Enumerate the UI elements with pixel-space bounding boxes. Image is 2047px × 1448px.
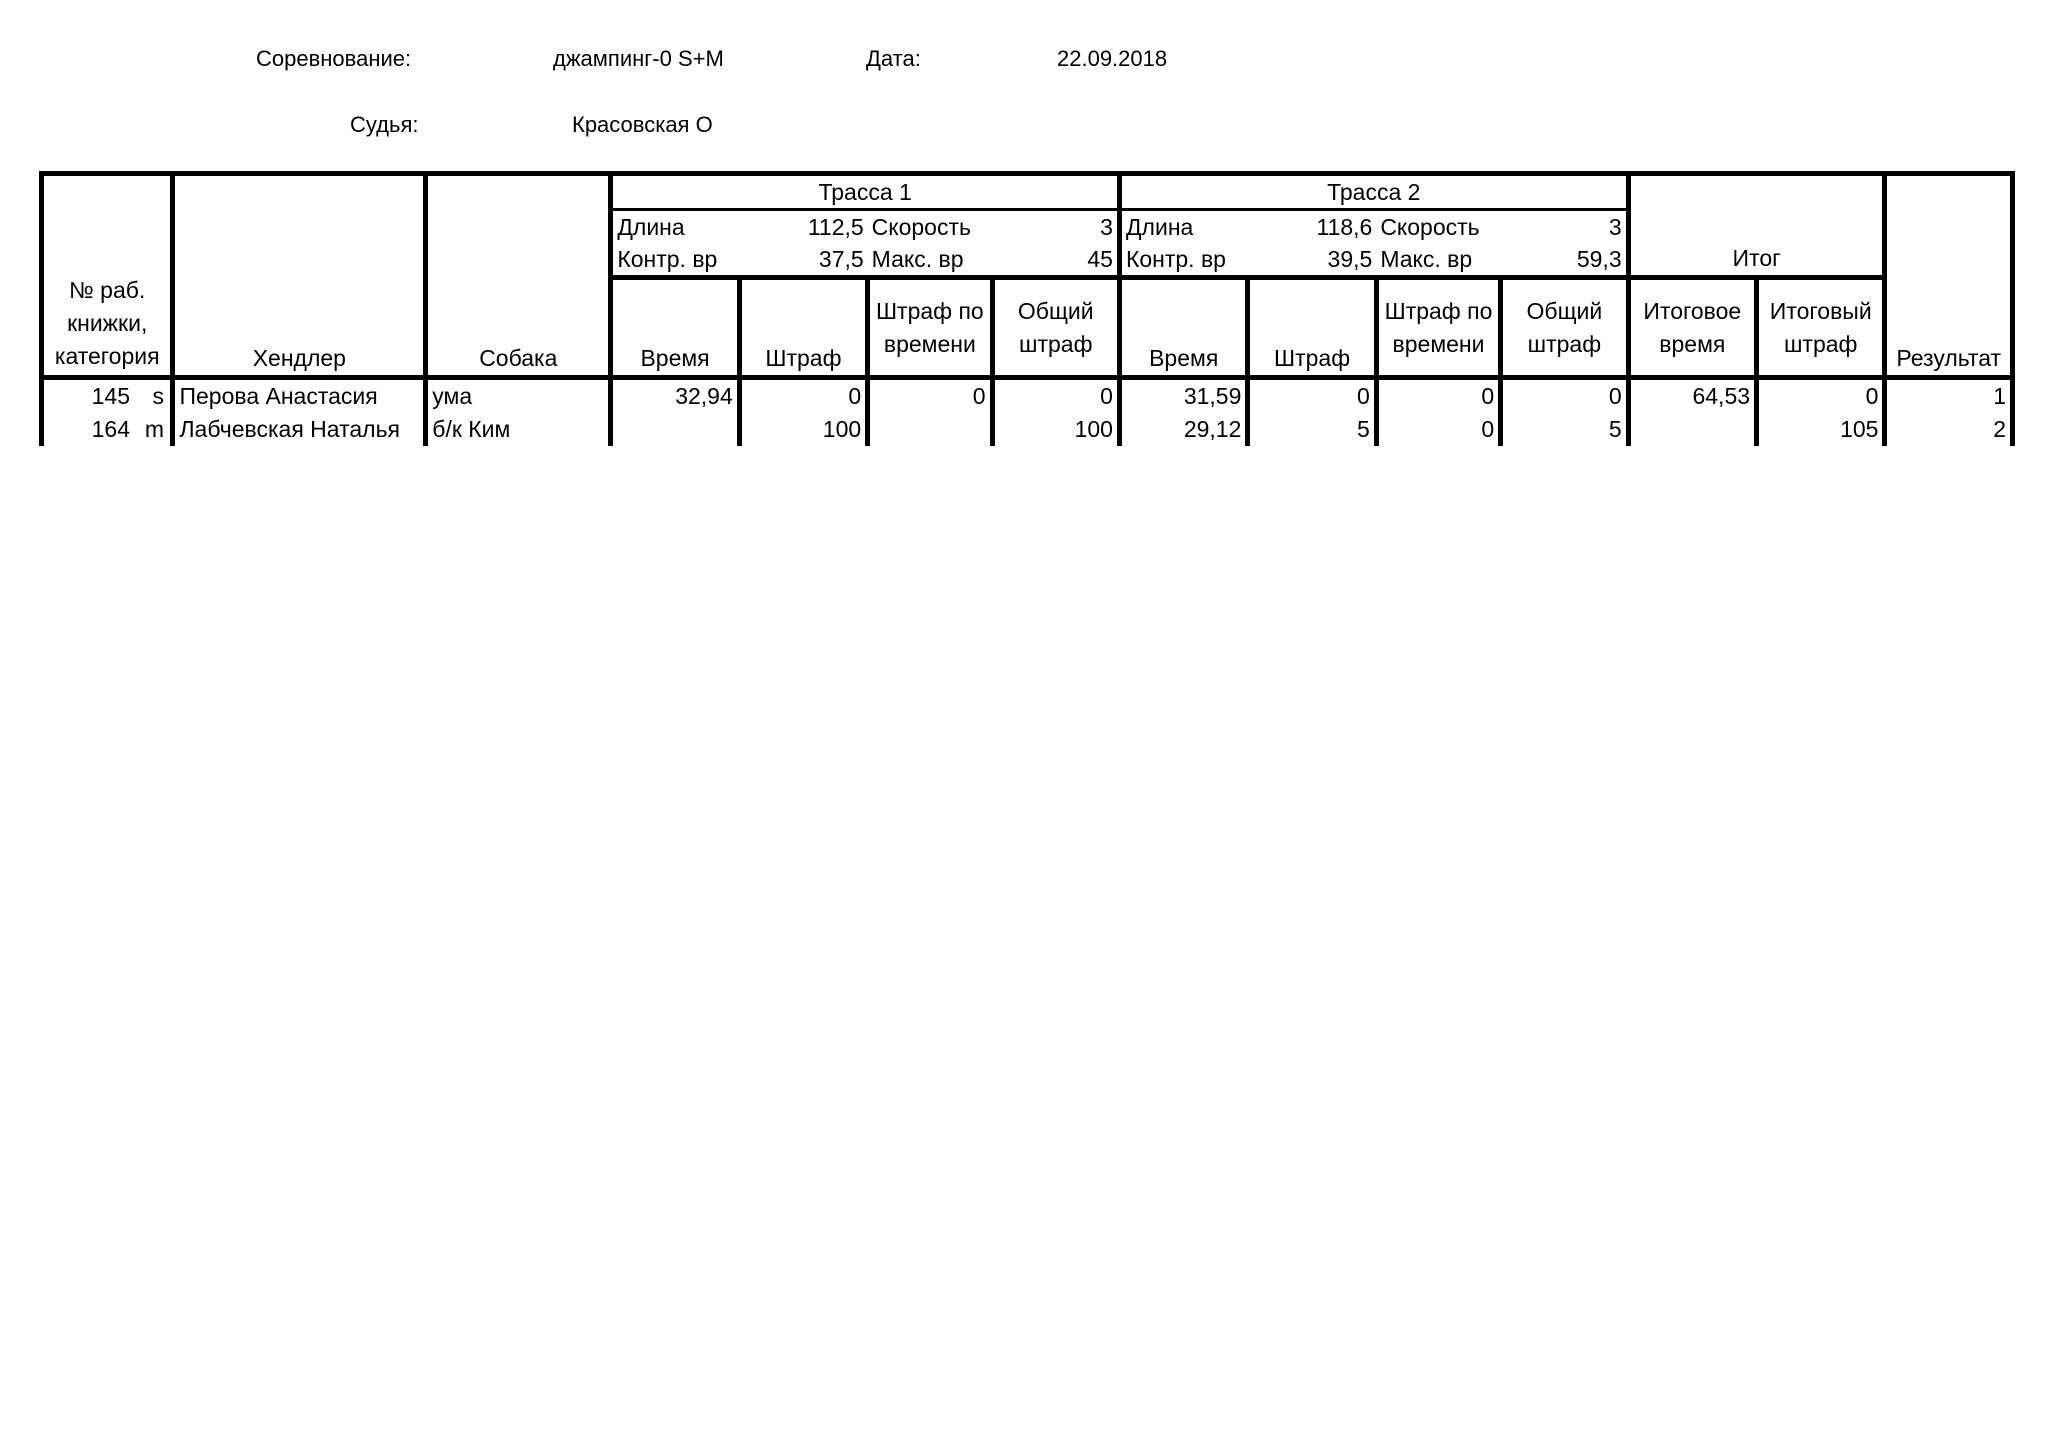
col-book-header: № раб. книжки, категория: [42, 174, 173, 378]
total-title: Итог: [1628, 174, 1885, 278]
course1-speed-value: 3: [992, 210, 1119, 244]
final-time-cell: [1628, 413, 1756, 446]
course1-total-penalty-cell: 100: [992, 413, 1119, 446]
course2-penalty-header: Штраф: [1248, 278, 1376, 378]
course1-ctrl-label: Контр. вр: [611, 243, 739, 278]
course2-time-cell: 29,12: [1119, 413, 1247, 446]
col-dog-header: Собака: [426, 174, 611, 378]
course2-max-value: 59,3: [1501, 243, 1628, 278]
course2-total-penalty-cell: 0: [1501, 378, 1628, 414]
course2-ctrl-value: 39,5: [1248, 243, 1376, 278]
final-penalty-cell: 105: [1757, 413, 1885, 446]
result-cell: 2: [1885, 413, 2013, 446]
course1-time-penalty-cell: 0: [868, 378, 992, 414]
course1-speed-label: Скорость: [871, 214, 971, 240]
judge-label: Судья:: [350, 112, 419, 137]
dog-cell: б/к Ким: [426, 413, 611, 446]
final-penalty-cell: 0: [1757, 378, 1885, 414]
course1-total-penalty-header: Общий штраф: [992, 278, 1119, 378]
course1-penalty-cell: 0: [739, 378, 867, 414]
course1-title: Трасса 1: [611, 174, 1120, 210]
course2-penalty-cell: 5: [1248, 413, 1376, 446]
table-row: [42, 378, 2013, 414]
course2-max-label: Макс. вр: [1376, 243, 1500, 278]
course2-ctrl-label: Контр. вр: [1119, 243, 1247, 278]
competition-label: Соревнование:: [256, 46, 412, 71]
date-value: 22.09.2018: [1057, 46, 1168, 71]
final-time-cell: 64,53: [1628, 378, 1756, 414]
course2-speed-label: Скорость: [1380, 214, 1480, 240]
book-cell: [42, 413, 173, 446]
course2-time-penalty-header: Штраф по времени: [1376, 278, 1500, 378]
handler-cell: Перова Анастасия: [173, 378, 426, 414]
course2-total-penalty-cell: 5: [1501, 413, 1628, 446]
course2-time-cell: 31,59: [1119, 378, 1247, 414]
course2-speed-value: 3: [1501, 210, 1628, 244]
course1-time-penalty-header: Штраф по времени: [868, 278, 992, 378]
course1-max-label: Макс. вр: [868, 243, 992, 278]
course1-length-label: Длина: [617, 214, 685, 240]
book-category: s: [152, 383, 164, 409]
result-cell: 1: [1885, 378, 2013, 414]
course2-time-header: Время: [1119, 278, 1247, 378]
final-time-header: Итоговое время: [1628, 278, 1756, 378]
book-cell: [42, 378, 173, 414]
results-table: [39, 171, 2015, 446]
table-row: [42, 413, 2013, 446]
book-number: 145: [91, 383, 130, 409]
course1-time-penalty-cell: [868, 413, 992, 446]
dog-cell: ума: [426, 378, 611, 414]
course1-time-header: Время: [611, 278, 739, 378]
course2-length-label: Длина: [1125, 214, 1194, 240]
course1-max-value: 45: [992, 243, 1119, 278]
course1-penalty-header: Штраф: [739, 278, 867, 378]
course1-ctrl-value: 37,5: [739, 243, 867, 278]
course1-total-penalty-cell: 0: [992, 378, 1119, 414]
course2-total-penalty-header: Общий штраф: [1501, 278, 1628, 378]
judge-value: Красовская О: [572, 112, 713, 137]
col-result-header: Результат: [1885, 174, 2013, 378]
course1-length-value: 112,5: [807, 214, 864, 240]
course2-time-penalty-cell: 0: [1376, 413, 1500, 446]
competition-value: джампинг-0 S+M: [553, 46, 724, 71]
book-number: 164: [91, 416, 130, 442]
book-category: m: [144, 416, 164, 442]
course2-time-penalty-cell: 0: [1376, 378, 1500, 414]
col-handler-header: Хендлер: [173, 174, 426, 378]
course1-time-cell: 32,94: [611, 378, 739, 414]
course2-length-value: 118,6: [1316, 214, 1373, 240]
course1-time-cell: [611, 413, 739, 446]
course1-penalty-cell: 100: [739, 413, 867, 446]
course2-penalty-cell: 0: [1248, 378, 1376, 414]
date-label: Дата:: [866, 46, 921, 71]
final-penalty-header: Итоговый штраф: [1757, 278, 1885, 378]
course2-title: Трасса 2: [1119, 174, 1628, 210]
handler-cell: Лабчевская Наталья: [173, 413, 426, 446]
